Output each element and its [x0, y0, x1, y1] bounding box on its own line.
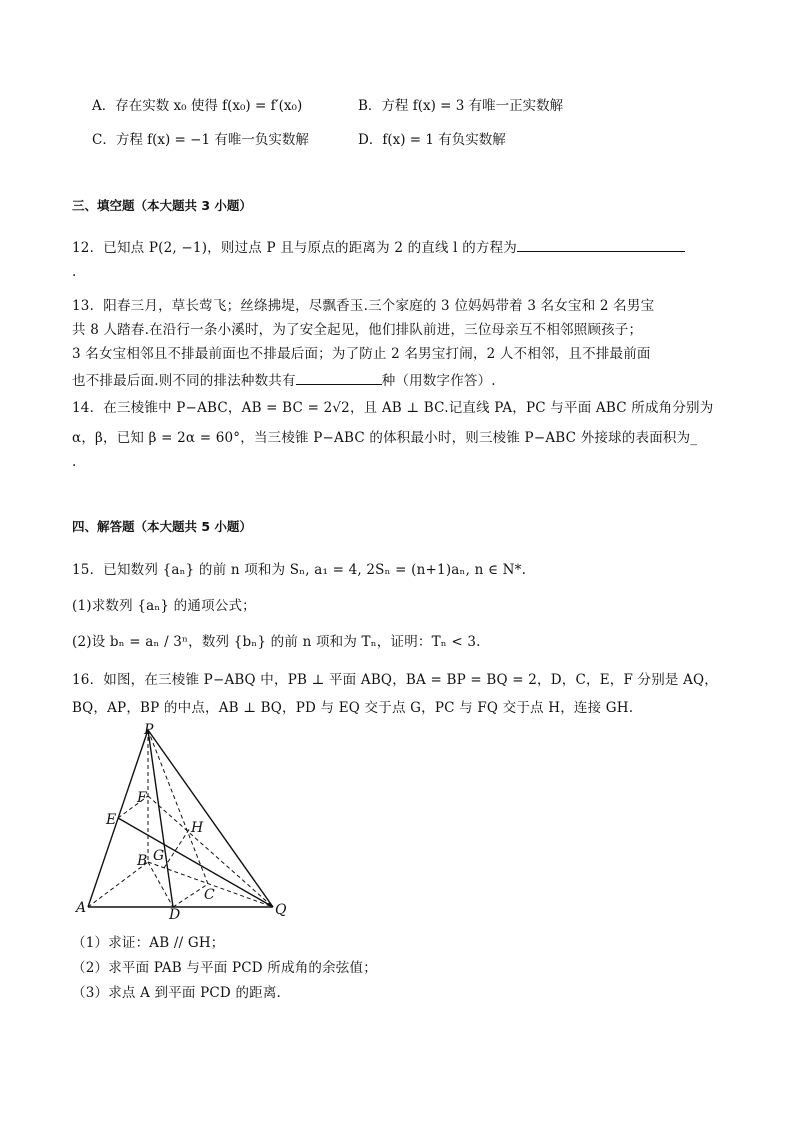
question-13-line-1: 13．阳春三月，草长莺飞；丝绦拂堤，尽飘香玉.三个家庭的 3 位妈妈带着 3 名女宝和 2 名男宝 [72, 298, 655, 314]
label-b: B [137, 853, 148, 869]
segment-gh [164, 828, 190, 868]
edge-pq [148, 730, 273, 907]
label-f: F [137, 790, 147, 806]
question-14-tail: . [72, 454, 77, 470]
segment-dc [173, 884, 208, 907]
question-13-line-4 [72, 370, 496, 391]
pyramid-figure [68, 722, 298, 922]
question-13-line-4b: 种（用数字作答）. [381, 373, 496, 389]
question-12 [72, 237, 685, 258]
label-h: H [191, 820, 204, 836]
q11-option-a: A．存在实数 x₀ 使得 f(x₀) = f′(x₀) [92, 98, 303, 114]
question-16-part-1: （1）求证：AB // GH； [72, 935, 225, 951]
section-title-fill-blank: 三、填空题（本大题共 3 小题） [72, 198, 252, 213]
question-13-line-2: 共 8 人踏春.在沿行一条小溪时，为了安全起见，他们排队前进，三位母亲互不相邻照顾孩子； [72, 322, 643, 338]
question-16-line-2: BQ，AP，BP 的中点，AB ⊥ BQ，PD 与 EQ 交于点 G，PC 与 FQ 交于点 H，连接 GH. [72, 700, 634, 716]
label-g: G [153, 848, 165, 864]
question-14-line-1: 14．在三棱锥中 P−ABC，AB = BC = 2√2，且 AB ⊥ BC.记直线 PA，PC 与平面 ABC 所成角分别为 [72, 400, 714, 416]
question-15-part-1: (1)求数列 {aₙ} 的通项公式； [72, 598, 256, 614]
label-c: C [204, 887, 215, 903]
segment-pd [148, 730, 173, 907]
q11-option-c: C．方程 f(x) = −1 有唯一负实数解 [92, 132, 309, 148]
question-15-stem: 15．已知数列 {aₙ} 的前 n 项和为 Sₙ, a₁ = 4, 2Sₙ = (n+1)aₙ, n ∈ N*. [72, 562, 527, 578]
question-12-tail: . [72, 264, 77, 280]
section-title-solutions: 四、解答题（本大题共 5 小题） [72, 519, 252, 534]
question-15-part-2: (2)设 bₙ = aₙ / 3ⁿ，数列 {bₙ} 的前 n 项和为 Tₙ，证明：Tₙ < 3. [72, 634, 481, 650]
question-16-part-3: （3）求点 A 到平面 PCD 的距离. [72, 985, 282, 1001]
label-q: Q [275, 902, 287, 918]
question-16-part-2: （2）求平面 PAB 与平面 PCD 所成角的余弦值； [72, 960, 377, 976]
label-p: P [144, 722, 154, 738]
label-d: D [169, 907, 181, 922]
q11-option-d: D．f(x) = 1 有负实数解 [358, 132, 506, 148]
answer-blank-12 [517, 237, 685, 252]
answer-blank-13 [296, 370, 382, 385]
question-13-line-3: 3 名女宝相邻且不排最前面也不排最后面；为了防止 2 名男宝打闹，2 人不相邻，且不排最前面 [72, 346, 651, 362]
question-14-line-2: α，β，已知 β = 2α = 60°，当三棱锥 P−ABC 的体积最小时，则三棱锥 P−ABC 外接球的表面积为_ [72, 430, 698, 446]
question-16-line-1: 16．如图，在三棱锥 P−ABQ 中，PB ⊥ 平面 ABQ，BA = BP = BQ = 2，D，C，E，F 分别是 AQ， [72, 672, 719, 688]
label-a: A [76, 900, 87, 916]
question-13-line-4a: 也不排最后面.则不同的排法种数共有 [72, 373, 296, 389]
label-e: E [106, 812, 117, 828]
q11-option-b: B．方程 f(x) = 3 有唯一正实数解 [358, 98, 564, 114]
question-12-text: 12．已知点 P(2, −1)，则过点 P 且与原点的距离为 2 的直线 l 的方程为 [72, 240, 517, 256]
